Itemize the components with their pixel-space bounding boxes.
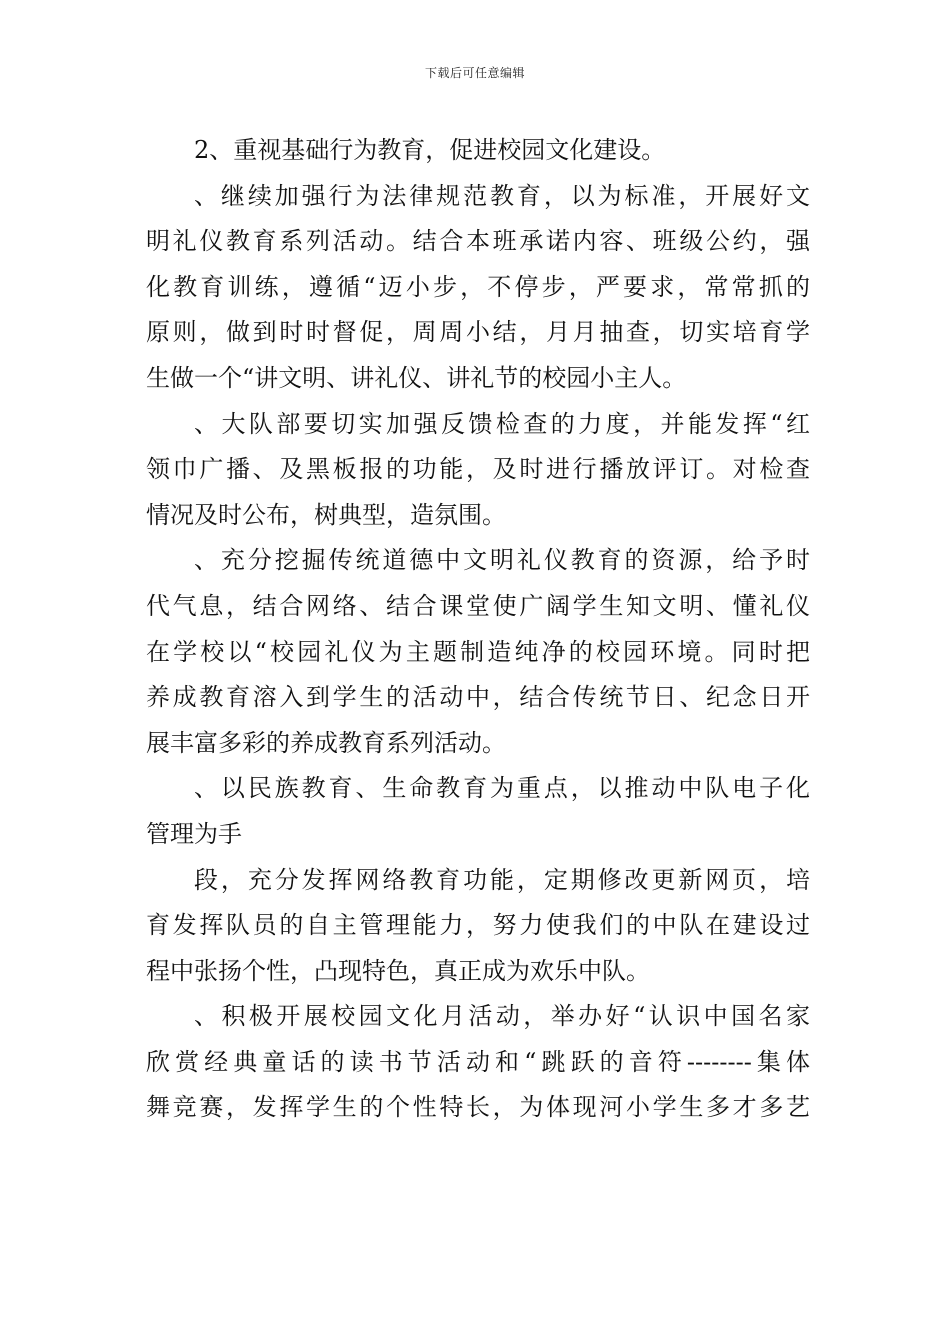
paragraph-line: 明礼仪教育系列活动。结合本班承诺内容、班级公约，强 <box>146 227 810 256</box>
paragraph-line: 程中张扬个性，凸现特色，真正成为欢乐中队。 <box>146 956 650 985</box>
paragraph-line: 原则，做到时时督促，周周小结，月月抽查，切实培育学 <box>146 318 810 347</box>
paragraph-line: 、继续加强行为法律规范教育，以为标准，开展好文 <box>194 181 810 210</box>
paragraph-line: 段，充分发挥网络教育功能，定期修改更新网页，培 <box>194 865 810 894</box>
paragraph-line: 领巾广播、及黑板报的功能，及时进行播放评订。对检查 <box>146 455 810 484</box>
page-header: 下载后可任意编辑 <box>424 66 525 80</box>
document-body <box>146 128 810 1131</box>
paragraph-line: 舞竞赛，发挥学生的个性特长，为体现河小学生多才多艺 <box>146 1093 810 1122</box>
paragraph-line: 2、重视基础行为教育，促进校园文化建设。 <box>194 136 666 164</box>
paragraph-line: 管理为手 <box>146 819 242 848</box>
paragraph-line: 生做一个“讲文明、讲礼仪、讲礼节的校园小主人。 <box>146 363 687 392</box>
paragraph-line: 、以民族教育、生命教育为重点，以推动中队电子化 <box>194 774 810 803</box>
paragraph-line: 在学校以“校园礼仪为主题制造纯净的校园环境。同时把 <box>146 637 810 666</box>
paragraph-line: 展丰富多彩的养成教育系列活动。 <box>146 728 506 757</box>
paragraph-line: 代气息，结合网络、结合课堂使广阔学生知文明、懂礼仪 <box>146 591 810 620</box>
paragraph-line: 育发挥队员的自主管理能力，努力使我们的中队在建设过 <box>146 911 810 940</box>
paragraph-line: 欣赏经典童话的读书节活动和“跳跃的音符--------集体 <box>146 1047 810 1076</box>
paragraph-line: 、大队部要切实加强反馈检查的力度，并能发挥“红 <box>194 409 810 438</box>
paragraph-line: 、积极开展校园文化月活动，举办好“认识中国名家 <box>194 1002 810 1031</box>
paragraph-line: 情况及时公布，树典型，造氛围。 <box>146 500 506 529</box>
paragraph-line: 、充分挖掘传统道德中文明礼仪教育的资源，给予时 <box>194 546 810 575</box>
paragraph-line: 化教育训练，遵循“迈小步，不停步，严要求，常常抓的 <box>146 272 810 301</box>
paragraph-line: 养成教育溶入到学生的活动中，结合传统节日、纪念日开 <box>146 683 810 712</box>
